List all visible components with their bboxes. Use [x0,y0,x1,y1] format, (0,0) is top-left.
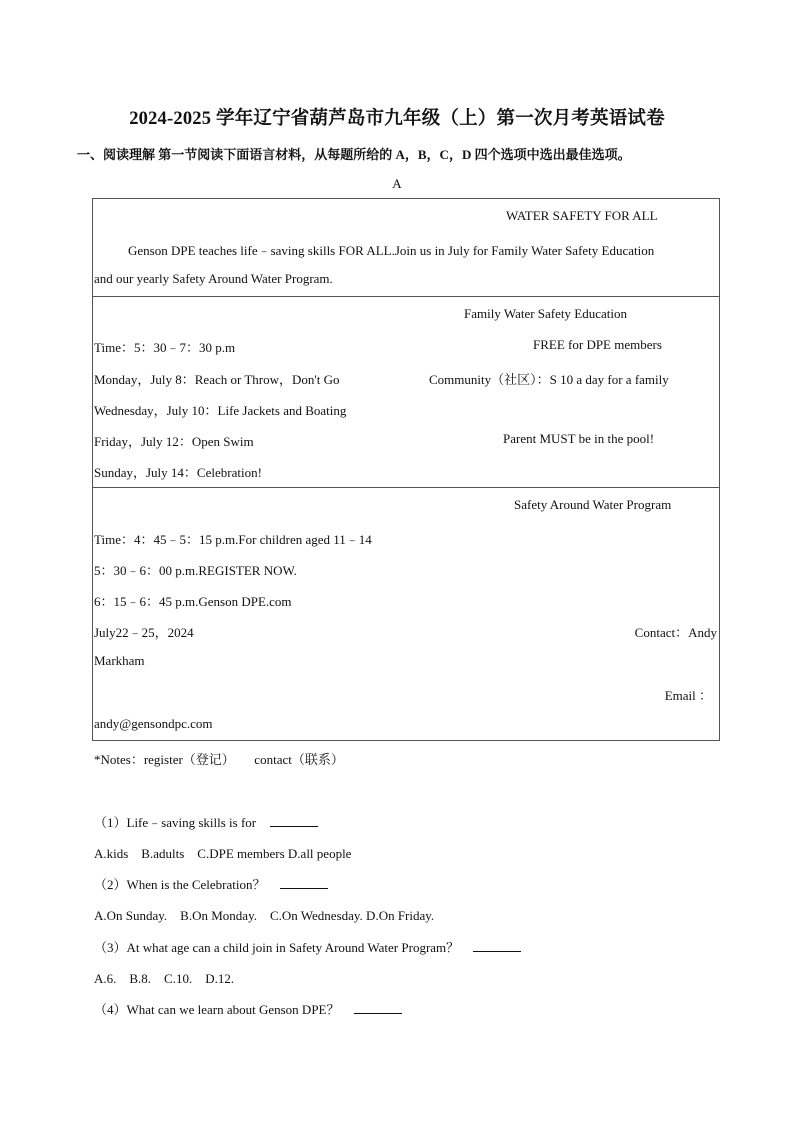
table-divider [92,296,720,297]
notice-intro-line2: and our yearly Safety Around Water Program. [94,271,333,286]
question-stem: （1）Life﹣saving skills is for [94,812,318,831]
family-sunday: Sunday，July 14：Celebration! [94,465,262,480]
section-heading: 一、阅读理解 第一节阅读下面语言材料，从每题所给的 A，B，C，D 四个选项中选出最佳选项。 [77,147,631,162]
program-title: Safety Around Water Program [514,497,672,512]
program-email: andy@gensondpc.com [94,716,213,731]
program-email-label: Email ： [664,688,712,703]
question-options: A.kids B.adults C.DPE members D.all people [94,846,352,861]
family-wednesday: Wednesday，July 10：Life Jackets and Boating [94,403,347,418]
family-community: Community（社区）：S 10 a day for a family [429,372,669,387]
program-time3: 6：15﹣6：45 p.m.Genson DPE.com [94,594,292,609]
question-options: A.6. B.8. C.10. D.12. [94,971,235,986]
question-stem: （3）At what age can a child join in Safety Around Water Program？ [94,937,521,956]
family-friday: Friday，July 12：Open Swim [94,434,254,449]
passage-label: A [392,176,402,191]
program-contact: Contact：Andy [634,625,717,640]
page-title: 2024-2025 学年辽宁省葫芦岛市九年级（上）第一次月考英语试卷 [129,109,665,129]
question-stem: （4）What can we learn about Genson DPE？ [94,999,402,1018]
program-time2: 5：30﹣6：00 p.m.REGISTER NOW. [94,563,297,578]
question-options: A.On Sunday. B.On Monday. C.On Wednesday. D.On Friday. [94,908,435,923]
program-dates: July22﹣25，2024 [94,625,194,640]
table-divider [92,487,720,488]
notes: *Notes：register（登记） contact（联系） [94,752,344,767]
family-parent: Parent MUST be in the pool! [503,431,655,446]
answer-blank [473,941,521,952]
program-time1: Time：4：45﹣5：15 p.m.For children aged 11﹣14 [94,532,372,547]
answer-blank [270,816,318,827]
family-time: Time：5：30﹣7：30 p.m [94,340,236,355]
question-stem: （2）When is the Celebration？ [94,874,328,893]
family-free: FREE for DPE members [533,337,662,352]
family-title: Family Water Safety Education [464,306,627,321]
notice-intro-line1: Genson DPE teaches life﹣saving skills FOR ALL.Join us in July for Family Water Safety Education [128,243,655,258]
notice-title: WATER SAFETY FOR ALL [506,208,658,223]
family-monday: Monday，July 8：Reach or Throw，Don't Go [94,372,340,387]
program-contact-name: Markham [94,653,145,668]
answer-blank [354,1003,402,1014]
answer-blank [280,878,328,889]
